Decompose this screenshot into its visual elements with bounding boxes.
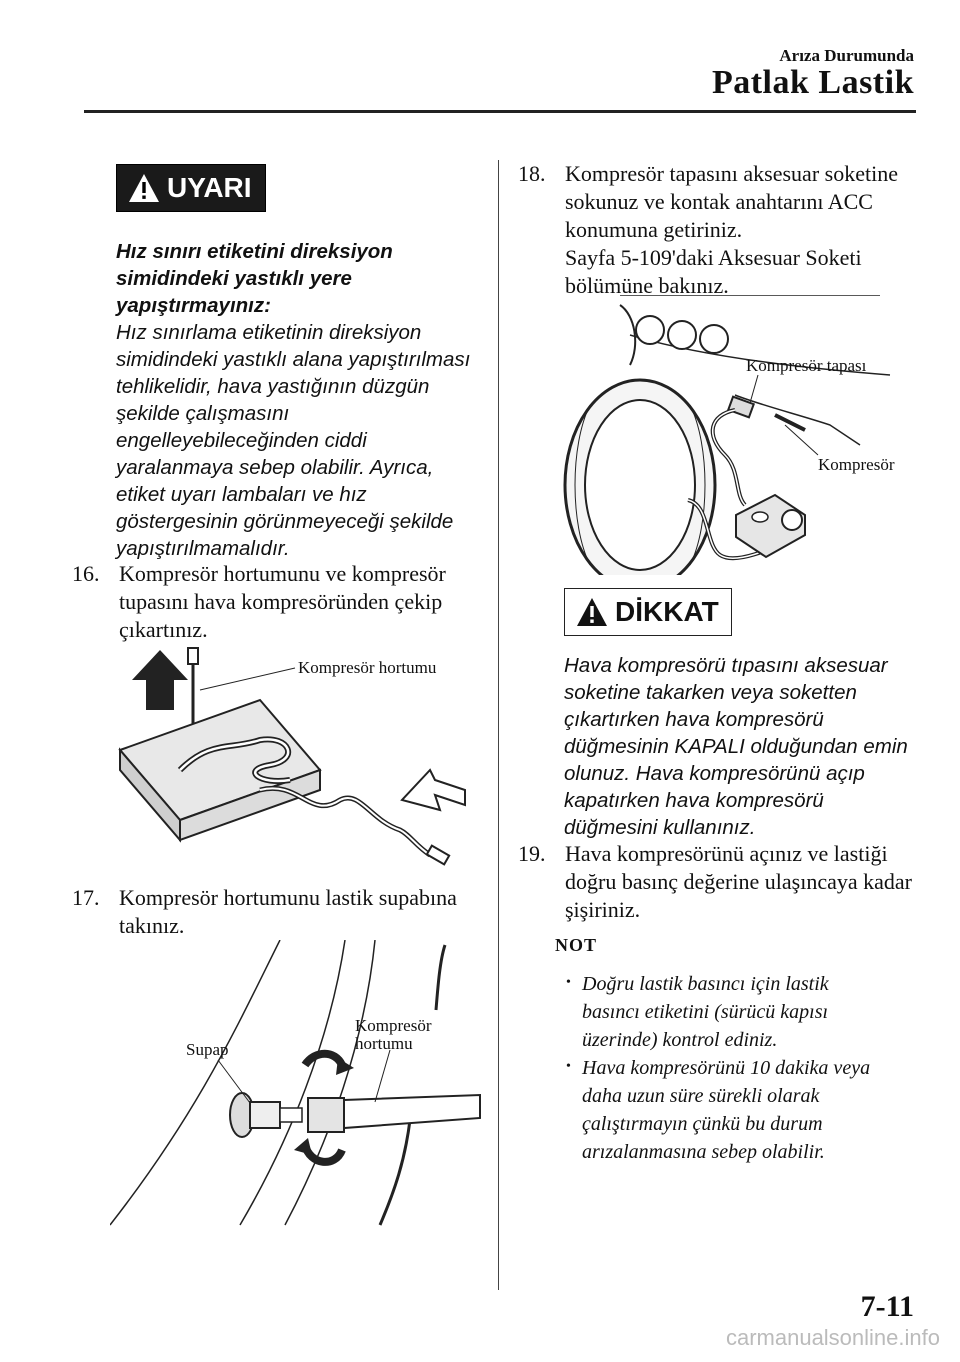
caution-badge: [564, 588, 732, 636]
step-16: 16. Kompresör hortumunu ve kompresör tupasını hava kompresöründen çekip çıkartınız.: [72, 561, 446, 642]
caution-text: Hava kompresörü tıpasını aksesuar soketine takarken veya soketten çıkartırken hava kompresörü düğmesinin KAPALI olduğundan emin olunuz. Hava kompresörünü açıp kapatırken hava kompresörü düğmesini kullanınız.: [564, 654, 908, 839]
fig3-label-plug: Kompresör tapası: [746, 356, 867, 375]
rotate-arrow-icon: [305, 1054, 342, 1065]
caution-triangle-icon: [575, 595, 609, 629]
step-18: 18. Kompresör tapasını aksesuar soketine sokunuz ve kontak anahtarını ACC konumuna getiriniz. Sayfa 5-109'daki Aksesuar Soketi bölümüne bakınız.: [518, 161, 898, 298]
pull-out-arrow-icon: [402, 770, 465, 810]
pull-up-arrow-icon: [132, 650, 188, 710]
footer-watermark: carmanualsonline.info: [725, 1325, 940, 1350]
fig3-label-compressor: Kompresör: [818, 455, 895, 474]
warning-badge-label: UYARI: [167, 172, 252, 203]
fig2-label-hose: Kompresör hortumu: [355, 1016, 432, 1053]
fig2-label-valve: Supap: [186, 1040, 229, 1059]
note-item: • Hava kompresörünü 10 dakika veya daha uzun süre sürekli olarak çalıştırmayın çünkü bu durum arızalanmasına sebep olabilir.: [562, 1054, 922, 1166]
caution-badge-label: DİKKAT: [615, 596, 719, 627]
warning-triangle-icon: [127, 171, 161, 205]
note-list: [562, 970, 922, 1166]
step-19: 19. Hava kompresörünü açınız ve lastiği doğru basınç değerine ulaşıncaya kadar şişiriniz.: [518, 841, 912, 922]
page-title: Patlak Lastik: [711, 64, 914, 101]
step-17: 17. Kompresör hortumunu lastik supabına takınız.: [72, 885, 457, 938]
compressor-plug-figure: [560, 295, 900, 575]
warning-badge: [116, 164, 266, 212]
note-item: • Doğru lastik basıncı için lastik basıncı etiketini (sürücü kapısı üzerinde) kontrol ediniz.: [562, 970, 922, 1054]
warning-text: [116, 238, 486, 562]
warning-body: Hız sınırlama etiketinin direksiyon simidindeki yastıklı alana yapıştırılması tehlikelidir, hava yastığının düzgün şekilde çalışmasını engelleyebileceğinden ciddi yaralanmaya sebep olabilir. Ayrıca, etiket uyarı lambaları ve hız göstergesinin görünmeyeceği şekilde yapıştırılmamalıdır.: [116, 321, 471, 560]
page-number: 7-11: [860, 1290, 914, 1323]
note-heading: NOT: [555, 935, 598, 955]
header-rule: [84, 110, 916, 113]
fig1-label-hose: Kompresör hortumu: [298, 658, 437, 677]
section-title: Arıza Durumunda: [779, 46, 914, 65]
column-divider: [498, 160, 499, 1290]
warning-title: Hız sınırı etiketini direksiyon simidindeki yastıklı yere yapıştırmayınız:: [116, 240, 393, 317]
valve-hose-figure: [110, 940, 490, 1230]
